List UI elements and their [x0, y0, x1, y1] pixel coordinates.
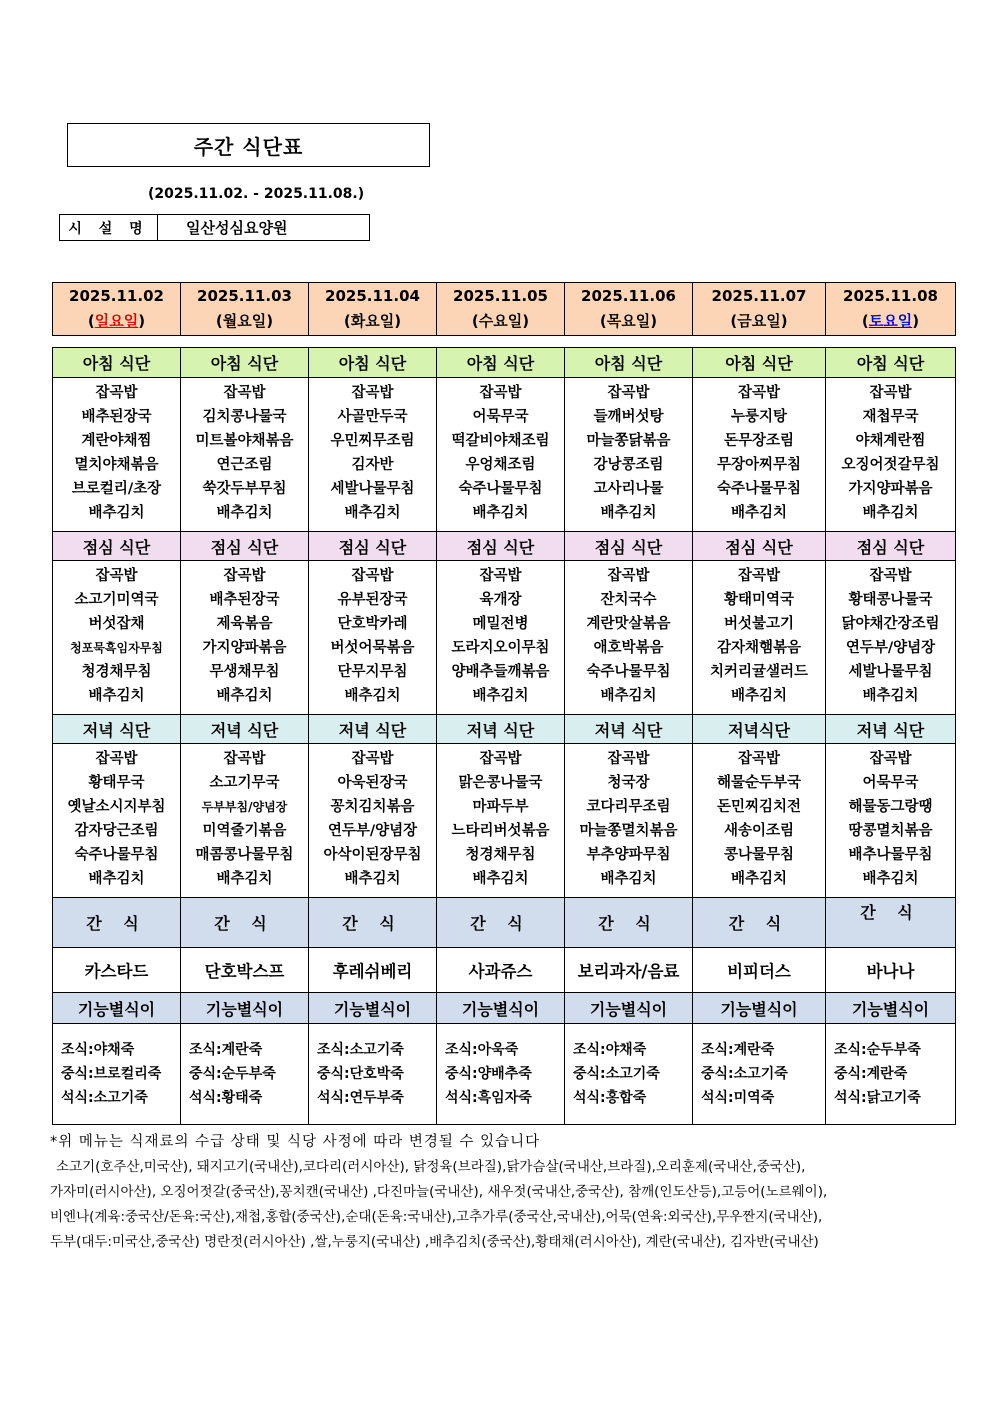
functional-diet-header-cell: 기능별식이: [693, 993, 826, 1024]
menu-item: 매콤콩나물무침: [195, 847, 294, 863]
menu-item: 감자채햄볶음: [716, 640, 802, 656]
breakfast-menu-cell: [437, 378, 565, 532]
functional-diet-header-cell: 기능별식이: [53, 993, 181, 1024]
menu-item: 미트볼야채볶음: [195, 433, 294, 449]
menu-item: 잡곡밥: [869, 385, 912, 401]
menu-item: 재첩무국: [862, 409, 919, 425]
date-text: 2025.11.08: [843, 287, 938, 305]
menu-item: 무생채무침: [209, 664, 280, 680]
menu-item: 잡곡밥: [223, 751, 266, 767]
menu-item: 잡곡밥: [95, 385, 138, 401]
dinner-menu-cell: [53, 744, 181, 898]
weekday-text: [693, 309, 825, 334]
menu-item: 고사리나물: [593, 481, 664, 497]
menu-item: 배추된장국: [81, 409, 152, 425]
weekday-paren-open: (: [599, 312, 607, 330]
menu-item: 단무지무침: [337, 664, 408, 680]
weekday-paren-open: (: [215, 312, 223, 330]
date-header-cell: [53, 283, 181, 336]
functional-diet-item: 조식:계란죽: [701, 1042, 775, 1058]
menu-item: 황태미역국: [723, 592, 795, 608]
menu-item: 꽁치김치볶음: [330, 799, 415, 815]
weekday-name: 월요일: [222, 312, 267, 330]
menu-item: 배추김치: [344, 505, 401, 521]
menu-item: 배추김치: [862, 505, 919, 521]
lunch-menu-cell: [437, 561, 565, 715]
weekday-paren-close: ): [650, 312, 658, 330]
snack-row: [53, 948, 956, 993]
menu-item: 김자반: [351, 457, 394, 473]
menu-item: 배추김치: [600, 505, 657, 521]
menu-item: 배추김치: [472, 688, 529, 704]
menu-item: 숙주나물무침: [458, 481, 543, 497]
lunch-menu-cell: [565, 561, 693, 715]
menu-item: 잡곡밥: [223, 568, 266, 584]
dinner-menu-row: [53, 744, 956, 898]
lunch-menu-cell: [693, 561, 826, 715]
menu-item: 청경채무침: [465, 847, 536, 863]
menu-item: 잡곡밥: [479, 385, 522, 401]
menu-item: 야채계란찜: [855, 433, 926, 449]
menu-item: 애호박볶음: [593, 640, 664, 656]
snack-header-cell: 간 식: [309, 898, 437, 948]
menu-item: 잡곡밥: [607, 568, 650, 584]
functional-diet-cell: [565, 1024, 693, 1125]
functional-diet-header-cell: 기능별식이: [309, 993, 437, 1024]
menu-item: 떡갈비야채조림: [451, 433, 550, 449]
menu-item: 소고기미역국: [74, 592, 159, 608]
menu-item: 배추김치: [88, 688, 145, 704]
menu-item: 누룽지탕: [730, 409, 788, 425]
functional-diet-item: 석식:소고기죽: [61, 1090, 148, 1106]
breakfast-header-cell: 아침 식단: [565, 348, 693, 378]
menu-item: 잡곡밥: [351, 568, 394, 584]
facility-name: 일산성심요양원: [186, 219, 288, 237]
menu-item: 잡곡밥: [607, 385, 650, 401]
weekday-name: 수요일: [478, 312, 523, 330]
functional-diet-cell: [181, 1024, 309, 1125]
menu-item: 쑥갓두부무침: [202, 481, 287, 497]
notes: [50, 1130, 950, 1255]
dinner-header-cell: 저녁 식단: [565, 715, 693, 744]
menu-item: 닭야채간장조림: [841, 616, 940, 632]
menu-item: 배추김치: [730, 505, 788, 521]
snack-header-cell: 간 식: [693, 898, 826, 948]
breakfast-header-cell: 아침 식단: [309, 348, 437, 378]
menu-item: 세발나물무침: [330, 481, 415, 497]
menu-item: 양배추들깨볶음: [451, 664, 550, 680]
menu-item: 느타리버섯볶음: [451, 823, 550, 839]
weekday-paren-open: (: [471, 312, 479, 330]
snack-header-cell: 간 식: [565, 898, 693, 948]
date-header-cell: [826, 283, 956, 336]
menu-item: 육개장: [479, 592, 522, 608]
menu-item: 잡곡밥: [869, 568, 912, 584]
menu-item: 아욱된장국: [337, 775, 408, 791]
menu-item: 배추김치: [216, 505, 273, 521]
date-text: 2025.11.02: [69, 287, 164, 305]
lunch-header-cell: 점심 식단: [565, 532, 693, 561]
dinner-header-cell: 저녁 식단: [437, 715, 565, 744]
snack-header-row: [53, 898, 956, 948]
snack-cell: 후레쉬베리: [309, 948, 437, 993]
menu-item: 마늘쫑닭볶음: [586, 433, 671, 449]
menu-item: 돈민찌김치전: [716, 799, 802, 815]
weekday-name: 금요일: [737, 312, 781, 330]
date-header-cell: [565, 283, 693, 336]
dinner-header-row: [53, 715, 956, 744]
menu-item: 잡곡밥: [737, 568, 781, 584]
menu-item: 오징어젓갈무침: [841, 457, 940, 473]
weekday-paren-close: ): [266, 312, 274, 330]
functional-diet-item: 조식:계란죽: [189, 1042, 263, 1058]
weekday-text: [309, 309, 436, 334]
dinner-header-cell: 저녁 식단: [826, 715, 956, 744]
menu-item: 계란야채찜: [81, 433, 152, 449]
functional-diet-cell: [693, 1024, 826, 1125]
functional-diet-cell: [309, 1024, 437, 1125]
menu-item: 멸치야채볶음: [74, 457, 159, 473]
dinner-header-cell: 저녁식단: [693, 715, 826, 744]
facility-label: 시 설 명: [60, 215, 158, 240]
menu-item: 새송이조림: [723, 823, 795, 839]
weekday-text: [53, 309, 180, 334]
menu-item: 잔치국수: [600, 592, 657, 608]
menu-item: 마늘쫑멸치볶음: [579, 823, 678, 839]
functional-diet-item: 석식:흑임자죽: [445, 1090, 532, 1106]
menu-item: 해물동그랑땡: [848, 799, 933, 815]
functional-diet-item: 조식:아욱죽: [445, 1042, 519, 1058]
dinner-header-cell: 저녁 식단: [181, 715, 309, 744]
functional-diet-header-cell: 기능별식이: [565, 993, 693, 1024]
functional-diet-item: 중식:소고기죽: [701, 1066, 788, 1082]
snack-cell: 카스타드: [53, 948, 181, 993]
menu-item: 배추김치: [472, 505, 529, 521]
notes-origin-line-4: 두부(대두:미국산,중국산) 명란젓(러시아산) ,쌀,누룽지(국내산) ,배추김치(중국산),황태채(러시아산), 계란(국내산), 김자반(국내산): [50, 1234, 819, 1250]
lunch-menu-cell: [181, 561, 309, 715]
weekday-paren-open: (: [730, 312, 738, 330]
weekday-name: 화요일: [350, 312, 395, 330]
menu-item: 무장아찌무침: [716, 457, 802, 473]
breakfast-menu-cell: [826, 378, 956, 532]
menu-item: 소고기무국: [209, 775, 280, 791]
date-header-row: [53, 283, 956, 336]
functional-diet-item: 중식:순두부죽: [189, 1066, 276, 1082]
weekday-paren-close: ): [522, 312, 530, 330]
menu-item: 유부된장국: [337, 592, 408, 608]
menu-item: 잡곡밥: [479, 568, 522, 584]
weekday-name: 목요일: [606, 312, 651, 330]
menu-item: 아삭이된장무침: [323, 847, 422, 863]
dinner-menu-cell: [437, 744, 565, 898]
menu-item: 제육볶음: [216, 616, 273, 632]
breakfast-menu-row: [53, 378, 956, 532]
functional-diet-item: 조식:야채죽: [573, 1042, 647, 1058]
menu-item: 잡곡밥: [351, 385, 394, 401]
weekday-paren-close: ): [912, 312, 920, 330]
menu-item: 연두부/양념장: [845, 640, 936, 656]
snack-cell: 단호박스프: [181, 948, 309, 993]
menu-item: 돈무장조림: [723, 433, 795, 449]
weekday-paren-close: ): [780, 312, 788, 330]
menu-item: 두부부침/양념장: [201, 800, 288, 814]
functional-diet-cell: [826, 1024, 956, 1125]
weekday-text: [826, 309, 955, 334]
menu-item: 숙주나물무침: [74, 847, 159, 863]
functional-diet-item: 석식:황태죽: [189, 1090, 263, 1106]
menu-item: 감자당근조림: [74, 823, 159, 839]
breakfast-header-cell: 아침 식단: [181, 348, 309, 378]
breakfast-menu-cell: [693, 378, 826, 532]
menu-item: 잡곡밥: [607, 751, 650, 767]
lunch-header-cell: 점심 식단: [437, 532, 565, 561]
notes-origin-line-2: 가자미(러시아산), 오징어젓갈(중국산),꽁치캔(국내산) ,다진마늘(국내산), 새우젓(국내산,중국산), 참깨(인도산등),고등어(노르웨이),: [50, 1184, 828, 1200]
menu-item: 배추김치: [862, 871, 919, 887]
functional-diet-item: 중식:소고기죽: [573, 1066, 660, 1082]
breakfast-header-cell: 아침 식단: [437, 348, 565, 378]
menu-item: 사골만두국: [337, 409, 408, 425]
breakfast-menu-cell: [565, 378, 693, 532]
lunch-header-cell: 점심 식단: [693, 532, 826, 561]
date-text: 2025.11.03: [197, 287, 292, 305]
lunch-menu-cell: [309, 561, 437, 715]
weekday-paren-open: (: [87, 312, 95, 330]
weekday-text: [437, 309, 564, 334]
menu-item: 잡곡밥: [737, 385, 781, 401]
menu-item: 옛날소시지부침: [67, 799, 166, 815]
functional-diet-header-row: [53, 993, 956, 1024]
menu-item: 잡곡밥: [479, 751, 522, 767]
menu-item: 계란맛살볶음: [586, 616, 671, 632]
date-header-cell: [181, 283, 309, 336]
menu-item: 콩나물무침: [723, 847, 795, 863]
dinner-menu-cell: [181, 744, 309, 898]
menu-item: 연두부/양념장: [327, 823, 418, 839]
period-range: (2025.11.02. - 2025.11.08.): [148, 186, 365, 202]
menu-item: 배추김치: [730, 688, 788, 704]
breakfast-header-cell: 아침 식단: [826, 348, 956, 378]
functional-diet-item: 조식:소고기죽: [317, 1042, 404, 1058]
functional-diet-header-cell: 기능별식이: [181, 993, 309, 1024]
notes-origin-line-1: 소고기(호주산,미국산), 돼지고기(국내산),코다리(러시아산), 닭정육(브라질),닭가슴살(국내산,브라질),오리훈제(국내산,중국산),: [56, 1159, 806, 1175]
facility-box: [59, 214, 370, 241]
menu-item: 메밀전병: [472, 616, 529, 632]
menu-item: 배추김치: [216, 871, 273, 887]
lunch-header-cell: 점심 식단: [309, 532, 437, 561]
menu-item: 배추김치: [88, 871, 145, 887]
menu-item: 우엉채조림: [465, 457, 536, 473]
snack-cell: 사과쥬스: [437, 948, 565, 993]
functional-diet-item: 석식:미역죽: [701, 1090, 775, 1106]
menu-item: 가지양파볶음: [202, 640, 287, 656]
dinner-menu-cell: [309, 744, 437, 898]
lunch-header-cell: 점심 식단: [53, 532, 181, 561]
menu-item: 맑은콩나물국: [458, 775, 543, 791]
menu-item: 해물순두부국: [716, 775, 802, 791]
menu-item: 잡곡밥: [95, 751, 138, 767]
weekday-name: 토요일: [868, 312, 913, 330]
menu-item: 배추김치: [344, 871, 401, 887]
menu-item: 청경채무침: [81, 664, 152, 680]
snack-header-cell: 간 식: [437, 898, 565, 948]
functional-diet-item: 석식:홍합죽: [573, 1090, 647, 1106]
breakfast-menu-cell: [181, 378, 309, 532]
lunch-header-cell: 점심 식단: [826, 532, 956, 561]
date-header-cell: [693, 283, 826, 336]
snack-header-cell: 간 식: [826, 898, 956, 948]
menu-table: [52, 347, 956, 1125]
menu-item: 배추나물무침: [848, 847, 933, 863]
lunch-menu-cell: [826, 561, 956, 715]
weekday-name: 일요일: [94, 312, 139, 330]
menu-item: 배추김치: [600, 688, 657, 704]
snack-header-cell: 간 식: [181, 898, 309, 948]
menu-item: 배추김치: [344, 688, 401, 704]
menu-item: 배추김치: [472, 871, 529, 887]
breakfast-header-cell: 아침 식단: [53, 348, 181, 378]
menu-item: 치커리귤샐러드: [709, 664, 809, 680]
weekday-paren-close: ): [394, 312, 402, 330]
breakfast-menu-cell: [309, 378, 437, 532]
lunch-header-row: [53, 532, 956, 561]
breakfast-header-cell: 아침 식단: [693, 348, 826, 378]
weekday-text: [565, 309, 692, 334]
menu-item: 잡곡밥: [95, 568, 138, 584]
page-title: 주간 식단표: [67, 123, 430, 167]
menu-item: 배추김치: [862, 688, 919, 704]
menu-item: 어묵무국: [472, 409, 529, 425]
menu-item: 잡곡밥: [869, 751, 912, 767]
functional-diet-item: 중식:단호박죽: [317, 1066, 404, 1082]
lunch-menu-cell: [53, 561, 181, 715]
menu-item: 땅콩멸치볶음: [848, 823, 933, 839]
menu-item: 버섯잡채: [88, 616, 145, 632]
menu-item: 우민찌무조림: [330, 433, 415, 449]
menu-item: 청국장: [607, 775, 650, 791]
menu-item: 배추김치: [88, 505, 145, 521]
menu-item: 김치콩나물국: [202, 409, 287, 425]
menu-item: 가지양파볶음: [848, 481, 933, 497]
breakfast-menu-cell: [53, 378, 181, 532]
snack-header-cell: 간 식: [53, 898, 181, 948]
menu-item: 부추양파무침: [586, 847, 671, 863]
functional-diet-cell: [53, 1024, 181, 1125]
menu-item: 코다리무조림: [586, 799, 671, 815]
date-header-cell: [437, 283, 565, 336]
dinner-header-cell: 저녁 식단: [309, 715, 437, 744]
menu-item: 단호박카레: [337, 616, 408, 632]
menu-item: 강낭콩조림: [593, 457, 664, 473]
snack-cell: 바나나: [826, 948, 956, 993]
menu-item: 마파두부: [472, 799, 529, 815]
breakfast-header-row: [53, 348, 956, 378]
menu-item: 잡곡밥: [223, 385, 266, 401]
menu-item: 황태무국: [88, 775, 145, 791]
functional-diet-item: 중식:브로컬리죽: [61, 1066, 162, 1082]
snack-cell: 보리과자/음료: [565, 948, 693, 993]
menu-item: 잡곡밥: [737, 751, 781, 767]
functional-diet-header-cell: 기능별식이: [826, 993, 956, 1024]
functional-diet-item: 석식:닭고기죽: [834, 1090, 921, 1106]
menu-item: 도라지오이무침: [451, 640, 550, 656]
menu-item: 배추김치: [730, 871, 788, 887]
menu-item: 잡곡밥: [351, 751, 394, 767]
dinner-menu-cell: [826, 744, 956, 898]
lunch-header-cell: 점심 식단: [181, 532, 309, 561]
dinner-menu-cell: [565, 744, 693, 898]
functional-diet-header-cell: 기능별식이: [437, 993, 565, 1024]
menu-item: 어묵무국: [862, 775, 919, 791]
notes-origin-line-3: 비엔나(계육:중국산/돈육:국산),재첩,홍합(중국산),순대(돈육:국내산),고추가루(중국산,국내산),어묵(연육:외국산),무우짠지(국내산),: [50, 1209, 823, 1225]
functional-diet-item: 석식:연두부죽: [317, 1090, 404, 1106]
notes-disclaimer: *위 메뉴는 식재료의 수급 상태 및 식당 사정에 따라 변경될 수 있습니다: [50, 1134, 541, 1150]
menu-item: 숙주나물무침: [586, 664, 671, 680]
menu-item: 황태콩나물국: [848, 592, 933, 608]
weekday-text: [181, 309, 308, 334]
menu-item: 배추김치: [600, 871, 657, 887]
menu-item: 숙주나물무침: [716, 481, 802, 497]
menu-item: 버섯어묵볶음: [330, 640, 415, 656]
weekday-paren-open: (: [861, 312, 869, 330]
menu-item: 배추된장국: [209, 592, 280, 608]
menu-item: 미역줄기볶음: [202, 823, 287, 839]
menu-item: 들깨버섯탕: [593, 409, 664, 425]
menu-item: 버섯불고기: [723, 616, 795, 632]
date-text: 2025.11.06: [581, 287, 676, 305]
date-header-table: [52, 282, 956, 336]
functional-diet-item: 중식:계란죽: [834, 1066, 908, 1082]
menu-item: 연근조림: [216, 457, 273, 473]
date-text: 2025.11.07: [711, 287, 807, 305]
date-text: 2025.11.04: [325, 287, 420, 305]
functional-diet-cell: [437, 1024, 565, 1125]
menu-item: 배추김치: [216, 688, 273, 704]
menu-item: 세발나물무침: [848, 664, 933, 680]
functional-diet-item: 조식:순두부죽: [834, 1042, 921, 1058]
functional-diet-row: [53, 1024, 956, 1125]
date-header-cell: [309, 283, 437, 336]
functional-diet-item: 조식:야채죽: [61, 1042, 135, 1058]
menu-item: 청포묵흑임자무침: [70, 641, 163, 655]
dinner-menu-cell: [693, 744, 826, 898]
weekday-paren-close: ): [138, 312, 146, 330]
dinner-header-cell: 저녁 식단: [53, 715, 181, 744]
functional-diet-item: 중식:양배추죽: [445, 1066, 532, 1082]
date-text: 2025.11.05: [453, 287, 548, 305]
weekday-paren-open: (: [343, 312, 351, 330]
menu-item: 브로컬리/초장: [71, 481, 162, 497]
snack-cell: 비피더스: [693, 948, 826, 993]
lunch-menu-row: [53, 561, 956, 715]
